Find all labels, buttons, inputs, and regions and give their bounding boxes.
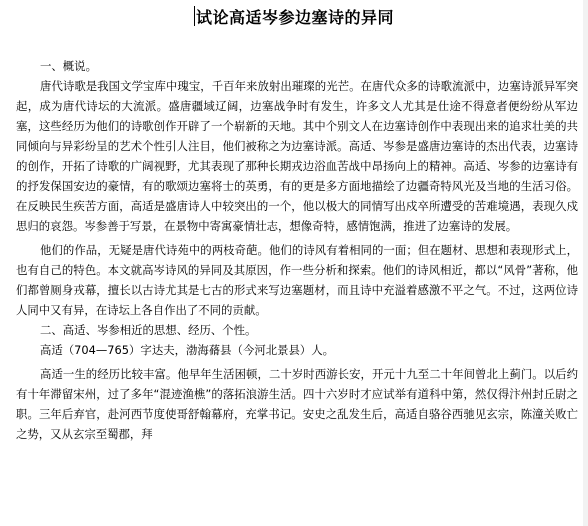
paragraph-1: 唐代诗歌是我国文学宝库中瑰宝，千百年来放射出璀璨的光芒。在唐代众多的诗歌流派中，边塞诗派异军突起，成为唐代诗坛的大流派。盛唐疆域辽阔，边塞战争时有发生，许多文人尤其是仕途不得意者便纷纷从军边塞，这些经历为他们的诗歌创作开辟了一个崭新的天地。其中个别文人在边塞诗创作中表现出来的追求壮美的共同倾向与异彩纷呈的艺术个性引人注目，他们被称之为边塞诗派。高适、岑参是盛唐边塞诗的杰出代表，边塞诗的创作，开拓了诗歌的广阔视野，尤其表现了那种长期戎边浴血苦战中昂扬向上的精神。高适、岑参的边塞诗有的抒发保国安边的豪情，有的歌颂边塞将士的英勇，有的更是多方面地描绘了边疆奇特风光及当地的生活习俗。在反映民生疾苦方面，高适是盛唐诗人中较突出的一个，他以极大的同情写出戍卒所遭受的苦难境遇，表现久戍思归的哀怨。岑参善于写景，在景物中寄寓豪情壮志，想像奇特，感情饱满，推进了边塞诗的发展。 (16, 79, 578, 233)
title-area (0, 6, 588, 29)
paragraph-2: 他们的作品，无疑是唐代诗苑中的两枝奇葩。他们的诗风有着相同的一面；但在题材、思想和表现形式上，也有自己的特色。本文就高岑诗风的异同及其原因，作一些分析和探索。他们的诗风相近，都以“风骨”著称，他们都曾厕身戎幕，擅长以古诗尤其是七古的形式来写边塞题材，而且诗中充溢着感激不平之气。不过，这两位诗人同中又有异，在诗坛上各自作出了不同的贡献。 (16, 243, 578, 317)
paragraph-4: 高适一生的经历比较丰富。他早年生活困顿，二十岁时西游长安，开元十九至二十年间曾北上蓟门。以后约有十年滞留宋州，过了多年“混迹渔樵”的落拓浪游生活。四十六岁时才应试举有道科中第，然仅得汴州封丘尉之职。三年后弃官，赴河西节度使哥舒翰幕府，充掌书记。安史之乱发生后，高适自骆谷西驰见玄宗，陈潼关败亡之势，又从玄宗至蜀郡，拜 (16, 367, 578, 441)
document-title[interactable] (194, 6, 394, 29)
text-cursor (194, 6, 195, 26)
document-body[interactable] (16, 56, 578, 444)
vertical-scrollbar[interactable] (583, 0, 588, 526)
section-heading-1: 一、概说。 (40, 59, 97, 73)
document-title-text: 试论高适岑参边塞诗的异同 (195, 8, 394, 27)
paragraph-3: 高适（704—765）字达夫，渤海蓨县（今河北景县）人。 (40, 343, 335, 357)
section-heading-2: 二、高适、岑参相近的思想、经历、个性。 (40, 323, 257, 337)
